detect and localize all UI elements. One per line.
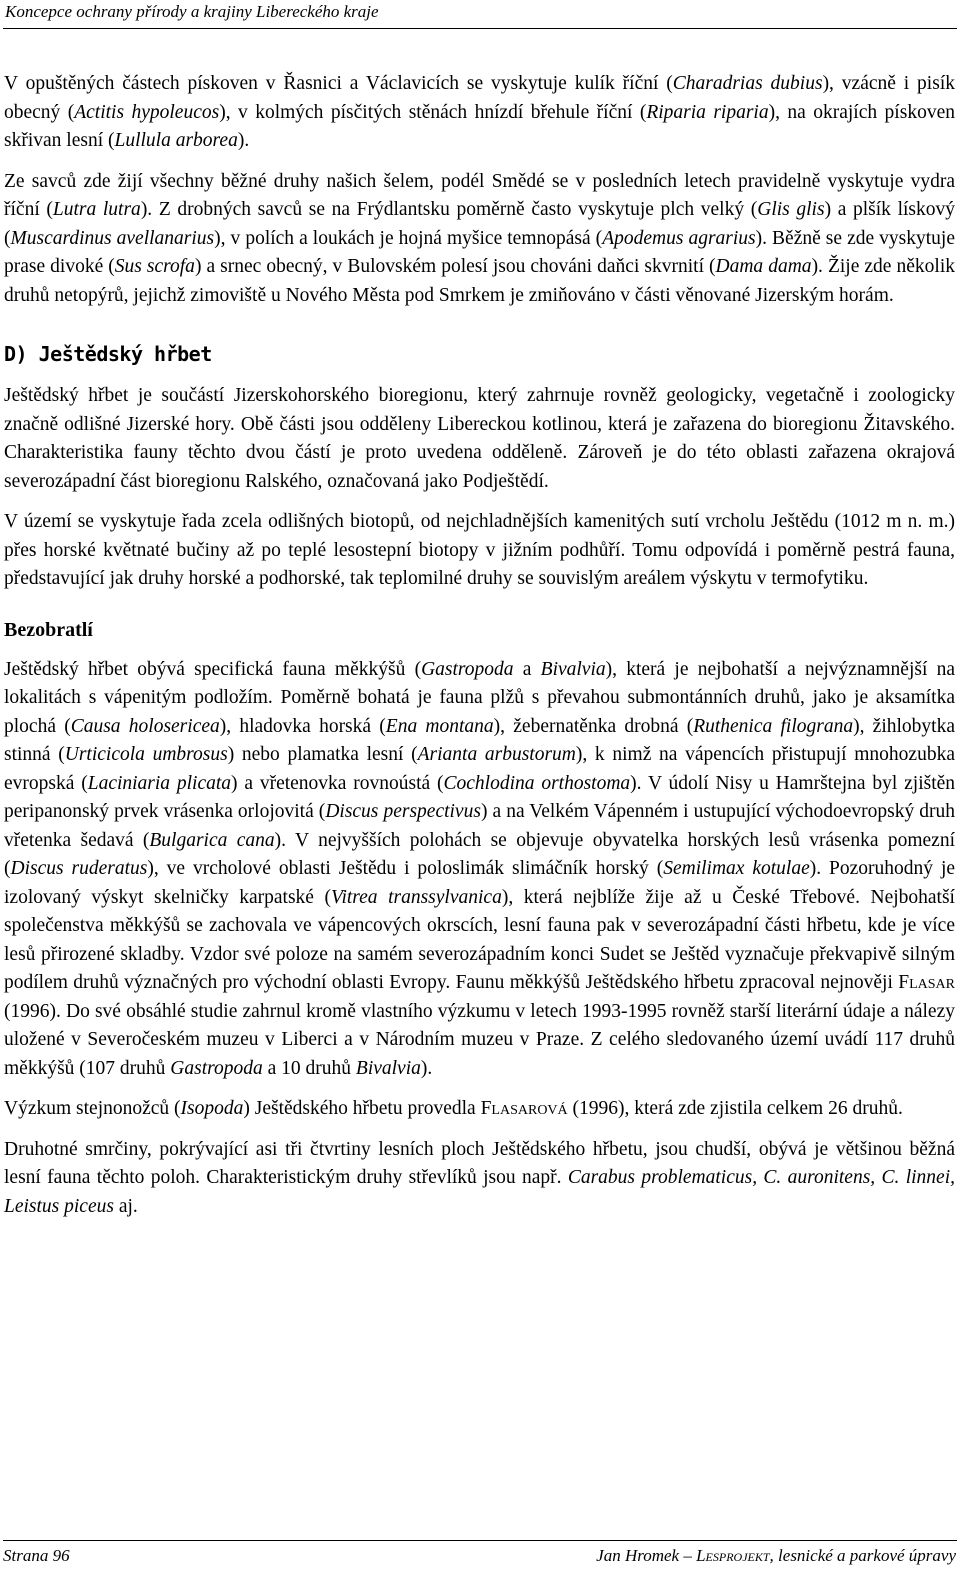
text-run: ) nebo plamatka lesní (: [227, 744, 418, 765]
section-heading: D) Ještědský hřbet: [4, 342, 212, 366]
text-run: ). Pozoruhodný je izolovaný výskyt skelničky karpatské (: [4, 858, 956, 908]
text-run: Ze savců zde žijí všechny běžné druhy našich šelem, podél Smědé se v posledních letech pravidelně vyskytuje vydra říční (: [4, 170, 955, 220]
species-name: Carabus problematicus, C. auronitens, C. linnei, Leistus piceus: [4, 1167, 955, 1217]
species-name: Bivalvia: [355, 1057, 421, 1079]
text-run: ) a plšík lískový (: [4, 199, 955, 249]
text-run: Ještědský hřbet je součástí Jizerskohorského bioregionu, který zahrnuje rovněž geologicky, vegetačně i zoologicky značně odlišné Jizerské hory. Obě části jsou odděleny Libereckou kotlinou, která je zařazena do bioregionu Žitavského. Charakteristika fauny těchto dvou částí je proto uvedena odděleně. Zároveň je do této oblasti zařazena okrajová severozápadní část bioregionu Ralského, označovaná jako Podještědí.: [4, 385, 955, 492]
species-name: Riparia riparia: [646, 101, 769, 123]
paragraph: [4, 382, 955, 496]
footer-author-suffix: , lesnické a parkové úpravy: [769, 1546, 956, 1565]
text-run: ).: [237, 130, 250, 151]
text-run: ), v kolmých písčitých stěnách hnízdí břehule říční (: [219, 101, 647, 123]
species-name: Discus perspectivus: [325, 801, 481, 822]
species-name: Laciniaria plicata: [87, 772, 232, 794]
text-run: ) a srnec obecný, v Bulovském polesí jsou chováni daňci skvrnití (: [194, 256, 716, 277]
author-citation: Flasar: [898, 972, 955, 993]
text-run: ), ve vrcholové oblasti Ještědu i poloslimák slimáčník horský (: [147, 858, 664, 879]
text-run: ). V údolí Nisy u Hamrštejna byl zjištěn peripanonský prvek vrásenka orlojovitá (: [4, 772, 956, 822]
paragraph: [4, 656, 955, 1084]
subsection-heading: Bezobratlí: [4, 618, 93, 641]
text-run: ). Žije zde několik druhů netopýrů, jejichž zimoviště u Nového Města pod Smrkem je zmiňováno v části věnované Jizerským horám.: [4, 256, 955, 306]
text-run: (1996), která zde zjistila celkem 26 druhů.: [567, 1098, 903, 1119]
species-name: Lutra lutra: [52, 199, 141, 220]
text-run: ), žebernatěnka drobná (: [493, 715, 694, 737]
species-name: Bulgarica cana: [149, 829, 275, 851]
species-name: Dama dama: [715, 256, 812, 277]
footer-author-prefix: Jan Hromek –: [596, 1546, 697, 1565]
species-name: Discus ruderatus: [10, 858, 148, 879]
subsection-paragraphs: [4, 656, 955, 1222]
text-run: Výzkum stejnonožců (: [4, 1098, 181, 1119]
paragraph: [4, 168, 955, 311]
text-run: ) a vřetenovka rovnoústá (: [231, 772, 444, 794]
text-run: ). Běžně se zde vyskytuje prase divoké (: [4, 227, 955, 277]
intro-paragraphs: [4, 70, 955, 310]
footer-rule: [3, 1540, 957, 1541]
text-run: ). V nejvyšších polohách se objevuje obyvatelka horských lesů vrásenka pomezní (: [4, 829, 955, 879]
species-name: Apodemus agrarius: [602, 227, 756, 249]
species-name: Semilimax kotulae: [663, 858, 810, 879]
species-name: Actitis hypoleucos: [74, 101, 220, 123]
paragraph: [4, 1136, 955, 1222]
text-run: (1996). Do své obsáhlé studie zahrnul kromě vlastního výzkumu v letech 1993-1995 rovněž starší literární údaje a nálezy uložené v Severočeském muzeu v Liberci a v Národním muzeu v Praze. Z celého sledovaného území uvádí 117 druhů měkkýšů (107 druhů: [4, 1000, 955, 1079]
paragraph: [4, 508, 955, 594]
paragraph: [4, 70, 955, 156]
species-name: Causa holosericea: [70, 715, 220, 737]
text-run: V opuštěných částech pískoven v Řasnici a Václavicích se vyskytuje kulík říční (: [4, 73, 673, 94]
species-name: Ena montana: [385, 715, 494, 737]
section-paragraphs: [4, 382, 955, 594]
species-name: Glis glis: [757, 199, 825, 220]
species-name: Isopoda: [180, 1098, 244, 1119]
text-run: ).: [420, 1057, 433, 1079]
text-run: ), žihlobytka stinná (: [4, 715, 955, 765]
species-name: Lullula arborea: [114, 130, 238, 151]
footer-author-company: Lesprojekt: [696, 1546, 770, 1565]
text-run: ). Z drobných savců se na Frýdlantsku poměrně často vyskytuje plch velký (: [140, 199, 758, 220]
species-name: Gastropoda: [421, 658, 514, 680]
text-run: ) a na Velkém Vápenném i ustupující východoevropský druh vřetenka šedavá (: [4, 801, 955, 851]
footer-author: [596, 1546, 956, 1566]
species-name: Muscardinus avellanarius: [10, 227, 215, 249]
species-name: Cochlodina orthostoma: [443, 772, 631, 794]
paragraph: [4, 1095, 955, 1124]
species-name: Urticicola umbrosus: [64, 744, 228, 765]
text-run: ), k nimž na vápencích přistupují mnohozubka evropská (: [4, 744, 955, 794]
text-run: a: [513, 658, 541, 680]
running-header: Koncepce ochrany přírody a krajiny Libereckého kraje: [5, 2, 379, 21]
species-name: Bivalvia: [540, 658, 606, 680]
species-name: Charadrias dubius: [672, 73, 823, 94]
species-name: Gastropoda: [170, 1057, 263, 1079]
species-name: Sus scrofa: [114, 256, 195, 277]
text-run: V území se vyskytuje řada zcela odlišných biotopů, od nejchladnějších kamenitých sutí vrcholu Ještědu (1012 m n. m.) přes horské květnaté bučiny až po teplé lesostepní biotopy v jižním podhůří. Tomu odpovídá i poměrně pestrá fauna, představující jak druhy horské a podhorské, tak teplomilné druhy se souvislým areálem výskytu v termofytiku.: [4, 511, 955, 589]
text-run: ), vzácně i pisík obecný (: [4, 73, 955, 123]
species-name: Vitrea transsylvanica: [330, 886, 502, 908]
text-run: Druhotné smrčiny, pokrývající asi tři čtvrtiny lesních ploch Ještědského hřbetu, jsou chudší, obývá je většinou běžná lesní fauna těchto poloh. Charakteristickým druhy střevlíků jsou např.: [4, 1138, 955, 1188]
species-name: Arianta arbustorum: [417, 744, 576, 765]
text-run: ), která je nejbohatší a nejvýznamnější na lokalitách s vápenitým podložím. Poměrně bohatá je fauna plžů s převahou submontánních druhů, jako je aksamítka plochá (: [4, 658, 955, 737]
text-run: aj.: [113, 1195, 138, 1217]
text-run: ) Ještědského hřbetu provedla: [243, 1098, 481, 1119]
text-run: ), hladovka horská (: [219, 715, 386, 737]
author-citation: Flasarová: [480, 1098, 568, 1119]
text-run: Ještědský hřbet obývá specifická fauna měkkýšů (: [4, 658, 422, 680]
page-number: Strana 96: [3, 1546, 70, 1565]
header-rule: [3, 28, 957, 29]
text-run: ), na okrajích pískoven skřivan lesní (: [4, 101, 955, 151]
text-run: a 10 druhů: [262, 1057, 356, 1079]
page-body: [4, 70, 955, 1233]
text-run: ), v polích a loukách je hojná myšice temnopásá (: [214, 227, 603, 249]
text-run: ), která nejblíže žije až u České Třebové. Nejbohatší společenstva měkkýšů se zachovala ve vápencových okrscích, lesní fauna pak v severozápadní části hřbetu, kde je více lesů přirozené skladby. Vzdor své poloze na samém severozápadním konci Sudet se Ještěd vyznačuje překvapivě silným podílem druhů význačných pro východní oblasti Evropy. Faunu měkkýšů Ještědského hřbetu zpracoval nejnověji: [4, 886, 955, 993]
species-name: Ruthenica filograna: [693, 715, 854, 737]
